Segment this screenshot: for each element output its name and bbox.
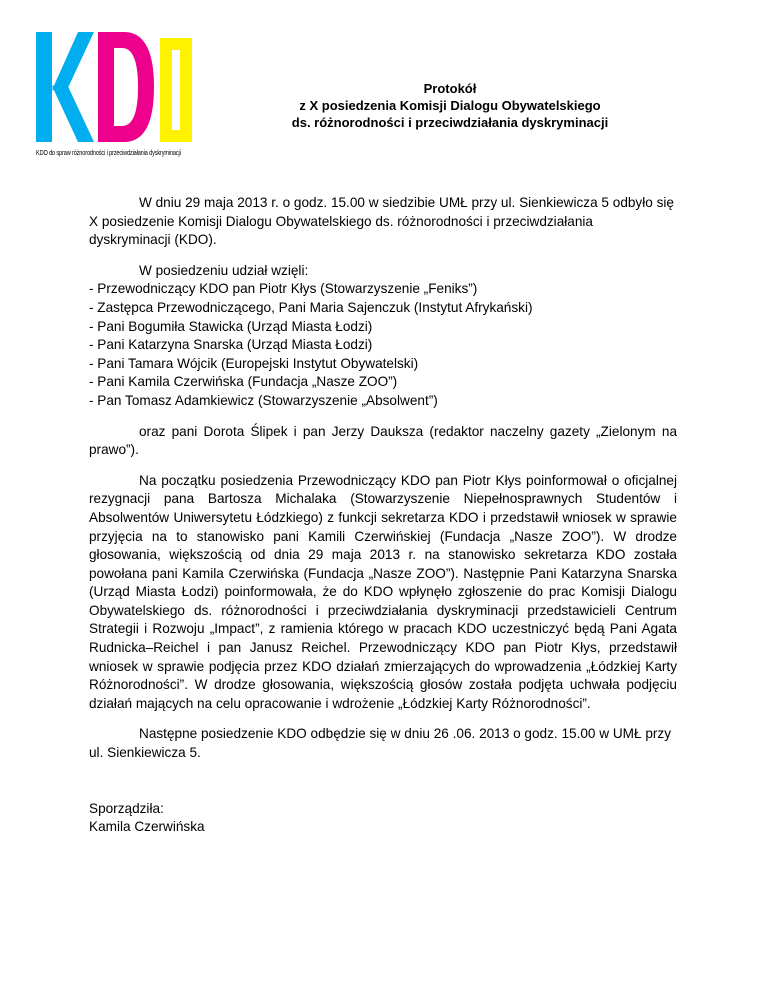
main-paragraph: Na początku posiedzenia Przewodniczący KDO pan Piotr Kłys poinformował o oficjalnej rezygnacji pana Bartosza Michalaka (Stowarzyszenie Niepełnosprawnych Studentów i Absolwentów Uniwersytetu Łódzkiego) z funkcji sekretarza KDO i przedstawił wniosek w sprawie przyjęcia na to stanowisko pani Kamili Czerwińskiej (Fundacja „Nasze ZOO”). W drodze głosowania, większością od dnia 29 maja 2013 r. na stanowisko sekretarza KDO została powołana pani Kamila Czerwińska (Fundacja „Nasze ZOO”). Następnie Pani Katarzyna Snarska (Urząd Miasta Łodzi) poinformowała, że do KDO wpłynęło zgłoszenie do prac Komisji Dialogu Obywatelskiego ds. różnorodności i przeciwdziałania dyskryminacji przedstawicieli Centrum Strategii i Rozwoju „Impact”, z ramienia którego w pracach KDO uczestniczyć będą Pani Agata Rudnicka–Reichel i pan Janusz Reichel. Przewodniczący KDO pan Piotr Kłys, przedstawił wniosek w sprawie podjęcia przez KDO działań zmierzających do wprowadzenia „Łódzkiej Karty Różnorodności”. W drodze głosowania, większością głosów została podjęta uchwała podjęciu działań mających na celu opracowanie i wdrożenie „Łódzkiej Karty Różnorodności”. — [89, 472, 677, 711]
participants-heading: W posiedzeniu udział wzięli: — [139, 262, 309, 278]
participant-item: - Przewodniczący KDO pan Piotr Kłys (Stowarzyszenie „Feniks”) — [89, 281, 478, 297]
kdo-logo — [36, 30, 196, 170]
document-title — [250, 80, 650, 131]
prepared-by-label: Sporządziła: — [89, 800, 164, 816]
logo-letter-o — [160, 38, 192, 142]
next-meeting-paragraph: Następne posiedzenie KDO odbędzie się w dniu 26 .06. 2013 o godz. 15.00 w UMŁ przy ul. Sienkiewicza 5. — [89, 726, 671, 761]
logo-letter-k — [36, 32, 94, 142]
title-line-1: Protokół — [423, 81, 477, 96]
intro-paragraph: W dniu 29 maja 2013 r. o godz. 15.00 w siedzibie UMŁ przy ul. Sienkiewicza 5 odbyło się X posiedzenie Komisji Dialogu Obywatelskiego ds. różnorodności i przeciwdziałania dyskryminacji (KDO). — [89, 195, 674, 248]
prepared-by-name: Kamila Czerwińska — [89, 819, 205, 835]
participant-item: - Pani Tamara Wójcik (Europejski Instytut Obywatelski) — [89, 355, 419, 371]
kdo-logo-graphic — [36, 30, 196, 148]
participant-item: - Zastępca Przewodniczącego, Pani Maria Sajenczuk (Instytut Afrykański) — [89, 299, 533, 315]
title-line-2: z X posiedzenia Komisji Dialogu Obywatelskiego — [299, 98, 601, 113]
logo-letter-d — [98, 32, 154, 142]
participant-item: - Pani Katarzyna Snarska (Urząd Miasta Łodzi) — [89, 337, 373, 353]
participants-list — [89, 280, 677, 410]
document-body — [89, 194, 677, 837]
participant-item: - Pan Tomasz Adamkiewicz (Stowarzyszenie „Absolwent”) — [89, 392, 438, 408]
participant-item: - Pani Kamila Czerwińska (Fundacja „Nasze ZOO”) — [89, 374, 398, 390]
participant-item: - Pani Bogumiła Stawicka (Urząd Miasta Łodzi) — [89, 318, 373, 334]
logo-caption: KDO do spraw różnorodności i przeciwdziałania dyskryminacji — [36, 148, 181, 157]
title-line-3: ds. różnorodności i przeciwdziałania dyskryminacji — [291, 115, 609, 130]
guests-paragraph: oraz pani Dorota Ślipek i pan Jerzy Dauksza (redaktor naczelny gazety „Zielonym na prawo”). — [89, 423, 677, 458]
